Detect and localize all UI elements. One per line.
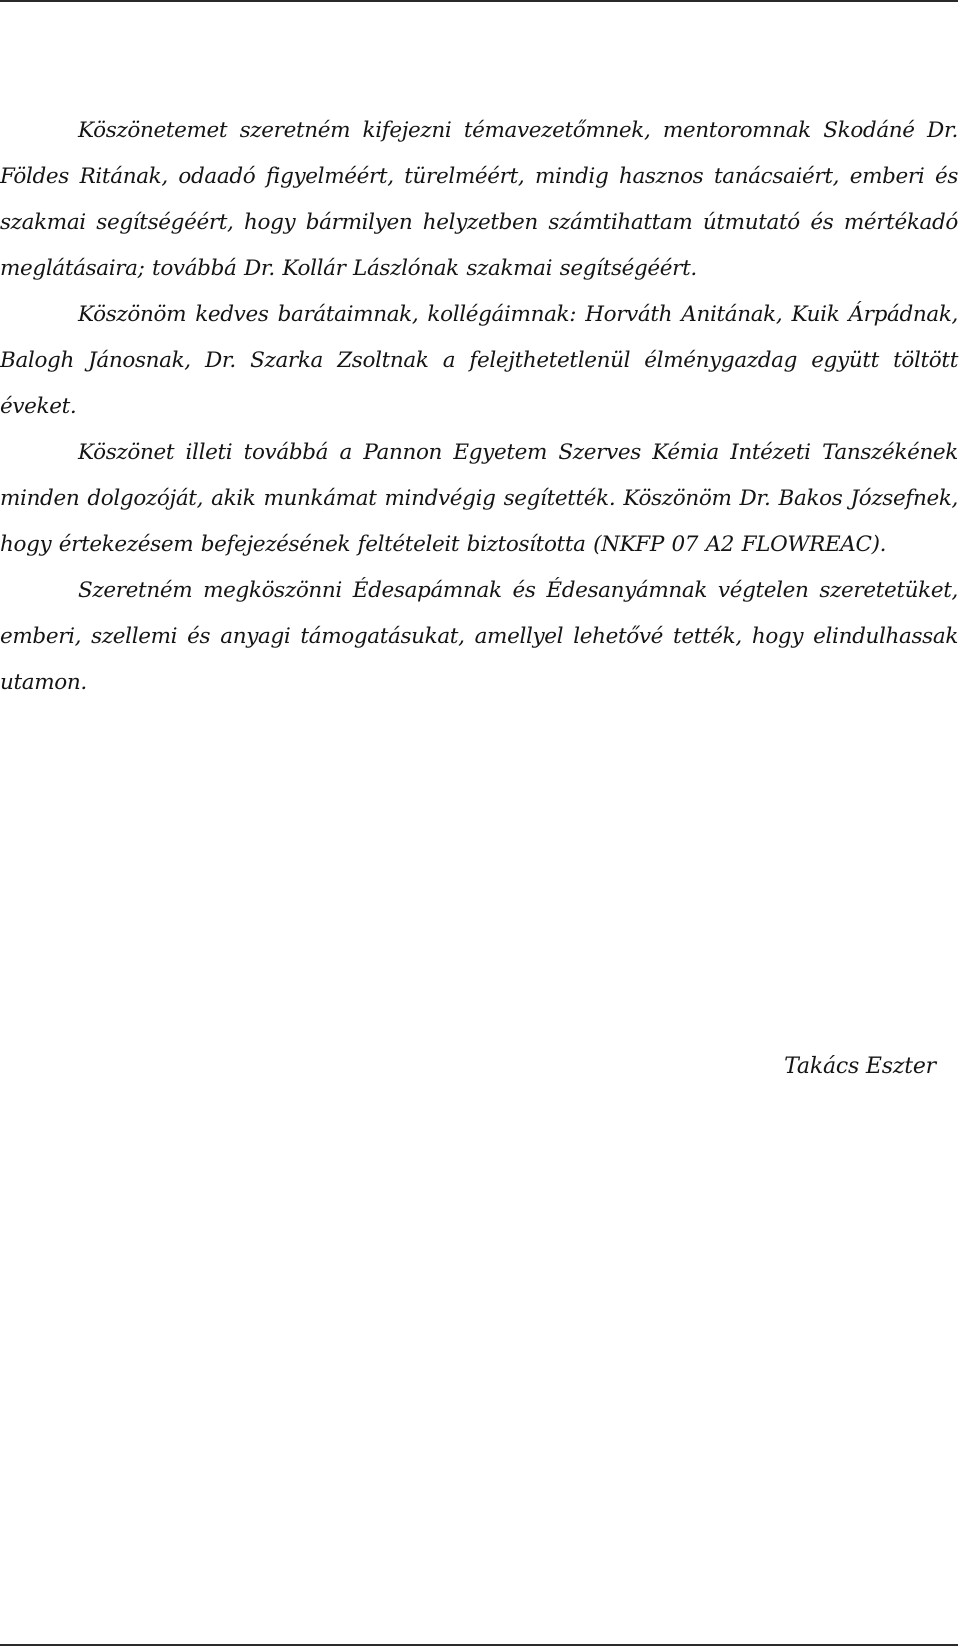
top-rule xyxy=(0,0,958,2)
bottom-rule xyxy=(0,1644,958,1646)
paragraph-department: Köszönet illeti továbbá a Pannon Egyetem Szerves Kémia Intézeti Tanszékének minden dolgozóját, akik munkámat mindvégig segítették. Köszönöm Dr. Bakos Józsefnek, hogy értekezésem befejezésének feltételeit biztosította (NKFP 07 A2 FLOWREAC). xyxy=(0,440,958,557)
acknowledgements-body xyxy=(0,108,958,706)
author-signature: Takács Eszter xyxy=(784,1054,936,1079)
paragraph-supervisor: Köszönetemet szeretném kifejezni témavezetőmnek, mentoromnak Skodáné Dr. Földes Ritának, odaadó figyelméért, türelméért, mindig hasznos tanácsaiért, emberi és szakmai segítségéért, hogy bármilyen helyzetben számtihattam útmutató és mértékadó meglátásaira; továbbá Dr. Kollár Lászlónak szakmai segítségéért. xyxy=(0,118,958,281)
paragraph-friends: Köszönöm kedves barátaimnak, kollégáimnak: Horváth Anitának, Kuik Árpádnak, Balogh Jánosnak, Dr. Szarka Zsoltnak a felejthetetlenül élménygazdag együtt töltött éveket. xyxy=(0,302,958,419)
paragraph-parents: Szeretném megköszönni Édesapámnak és Édesanyámnak végtelen szeretetüket, emberi, szellemi és anyagi támogatásukat, amellyel lehetővé tették, hogy elindulhassak utamon. xyxy=(0,578,958,695)
